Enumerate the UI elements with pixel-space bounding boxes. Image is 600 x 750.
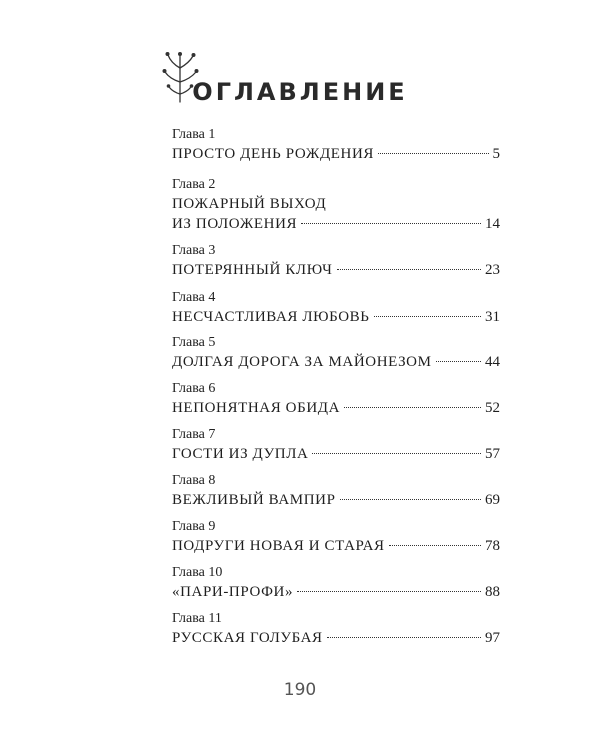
dot-leader (374, 316, 482, 317)
chapter-title: НЕПОНЯТНАЯ ОБИДА (172, 400, 341, 416)
chapter-title: ПРОСТО ДЕНЬ РОЖДЕНИЯ (172, 146, 375, 162)
chapter-title: «ПАРИ-ПРОФИ» (172, 584, 294, 600)
dot-leader (312, 453, 481, 454)
chapter-label: Глава 6 (172, 381, 216, 396)
chapter-page-number: 69 (485, 492, 500, 508)
toc-entry-9 (172, 518, 500, 556)
chapter-page-number: 78 (485, 538, 500, 554)
chapter-label: Глава 4 (172, 290, 216, 305)
toc-row (172, 307, 500, 327)
chapter-page-number: 44 (485, 354, 500, 370)
toc-entry-6 (172, 380, 500, 418)
dot-leader (436, 361, 481, 362)
chapter-page-number: 97 (485, 630, 500, 646)
chapter-page-number: 5 (492, 146, 500, 162)
toc-entry-8 (172, 472, 500, 510)
chapter-label: Глава 8 (172, 473, 216, 488)
chapter-title: ВЕЖЛИВЫЙ ВАМПИР (172, 492, 336, 508)
dot-leader (378, 153, 488, 154)
chapter-label: Глава 1 (172, 127, 216, 142)
toc-entry-4 (172, 289, 500, 327)
toc-row (172, 582, 500, 602)
chapter-title-line1: ПОЖАРНЫЙ ВЫХОД (172, 196, 327, 212)
chapter-title: ДОЛГАЯ ДОРОГА ЗА МАЙОНЕЗОМ (172, 354, 432, 370)
chapter-title: ПОТЕРЯННЫЙ КЛЮЧ (172, 262, 333, 278)
toc-row (172, 352, 500, 372)
chapter-label: Глава 11 (172, 611, 222, 626)
chapter-page-number: 57 (485, 446, 500, 462)
dot-leader (327, 637, 481, 638)
chapter-label: Глава 10 (172, 565, 223, 580)
chapter-title: НЕСЧАСТЛИВАЯ ЛЮБОВЬ (172, 309, 370, 325)
chapter-label: Глава 3 (172, 243, 216, 258)
chapter-page-number: 14 (485, 216, 500, 232)
toc-row (172, 214, 500, 234)
chapter-label: Глава 9 (172, 519, 216, 534)
toc-row (172, 398, 500, 418)
dot-leader (297, 591, 481, 592)
page-number: 190 (283, 680, 317, 700)
toc-row (172, 444, 500, 464)
toc-entry-5 (172, 334, 500, 372)
page-title: ОГЛАВЛЕНИЕ (192, 78, 408, 106)
toc-row (172, 260, 500, 280)
toc-row (172, 628, 500, 648)
dot-leader (337, 269, 482, 270)
toc-row (172, 536, 500, 556)
chapter-label: Глава 5 (172, 335, 216, 350)
dot-leader (340, 499, 481, 500)
toc-entry-2 (172, 176, 500, 234)
toc-entry-7 (172, 426, 500, 464)
chapter-page-number: 23 (485, 262, 500, 278)
chapter-page-number: 88 (485, 584, 500, 600)
chapter-label: Глава 7 (172, 427, 216, 442)
dot-leader (389, 545, 481, 546)
chapter-title: ИЗ ПОЛОЖЕНИЯ (172, 216, 298, 232)
chapter-title: ГОСТИ ИЗ ДУПЛА (172, 446, 309, 462)
chapter-page-number: 31 (485, 309, 500, 325)
toc-row (172, 490, 500, 510)
chapter-title: ПОДРУГИ НОВАЯ И СТАРАЯ (172, 538, 385, 554)
chapter-title: РУССКАЯ ГОЛУБАЯ (172, 630, 323, 646)
dot-leader (301, 223, 481, 224)
chapter-page-number: 52 (485, 400, 500, 416)
dot-leader (344, 407, 481, 408)
toc-entry-3 (172, 242, 500, 280)
toc-entry-1 (172, 126, 500, 164)
toc-entry-11 (172, 610, 500, 648)
toc-entry-10 (172, 564, 500, 602)
toc-row (172, 144, 500, 164)
chapter-label: Глава 2 (172, 177, 216, 192)
